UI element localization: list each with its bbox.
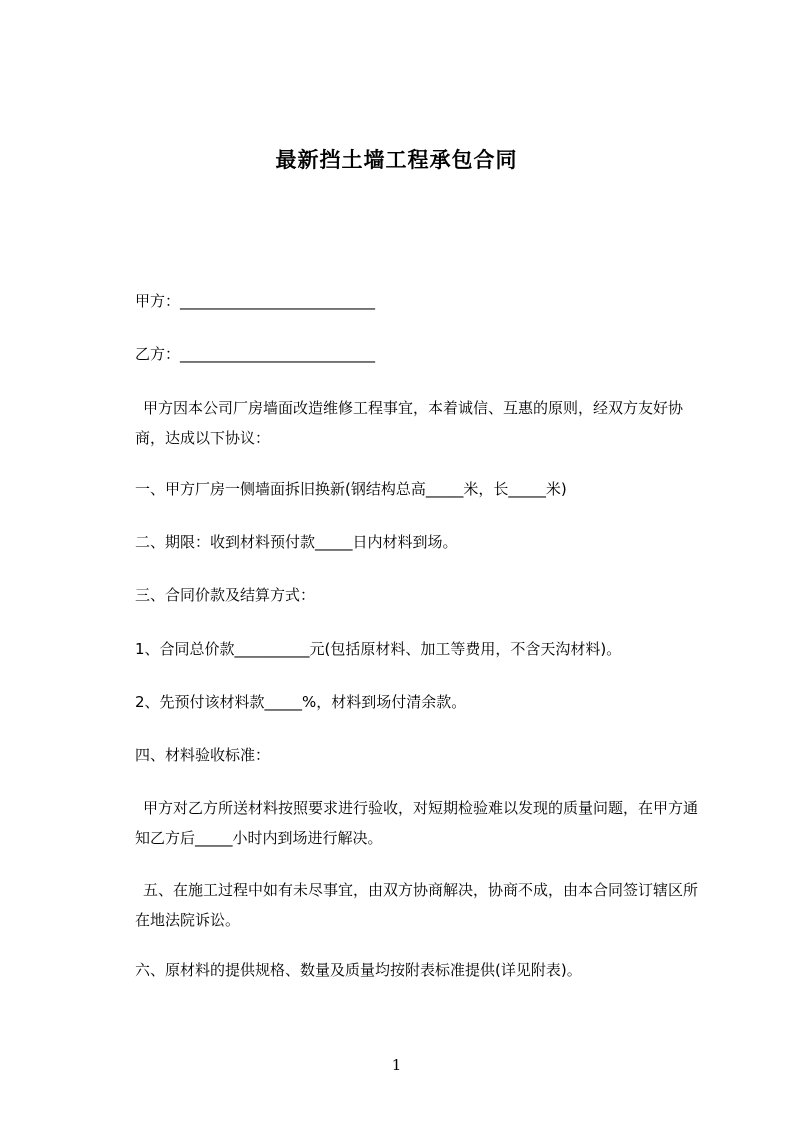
clause-6: 六、原材料的提供规格、数量及质量均按附表标准提供(详见附表)。 [135, 961, 582, 979]
intro-paragraph: 甲方因本公司厂房墙面改造维修工程事宜，本着诚信、互惠的原则，经双方友好协商，达成以下协议： [135, 399, 684, 447]
clause-4-body: 甲方对乙方所送材料按照要求进行验收，对短期检验难以发现的质量问题，在甲方通知乙方后_____小时内到场进行解决。 [135, 799, 699, 847]
party-b-line: 乙方：__________________________ [135, 345, 376, 363]
clause-2: 二、期限：收到材料预付款_____日内材料到场。 [135, 533, 458, 551]
document-title: 最新挡土墙工程承包合同 [275, 148, 518, 172]
party-a-line: 甲方：__________________________ [135, 292, 376, 310]
clause-3-item-1: 1、合同总价款__________元(包括原材料、加工等费用，不含天沟材料)。 [135, 640, 622, 658]
clause-4-heading: 四、材料验收标准： [135, 746, 271, 764]
clause-5: 五、在施工过程中如有未尽事宜，由双方协商解决，协商不成，由本合同签订辖区所在地法院诉讼。 [135, 881, 699, 929]
page-number: 1 [391, 1056, 402, 1074]
clause-3-item-2: 2、先预付该材料款_____%，材料到场付清余款。 [135, 693, 467, 711]
clause-1: 一、甲方厂房一侧墙面拆旧换新(钢结构总高_____米，长_____米) [135, 480, 567, 498]
clause-3-heading: 三、合同价款及结算方式： [135, 586, 316, 604]
